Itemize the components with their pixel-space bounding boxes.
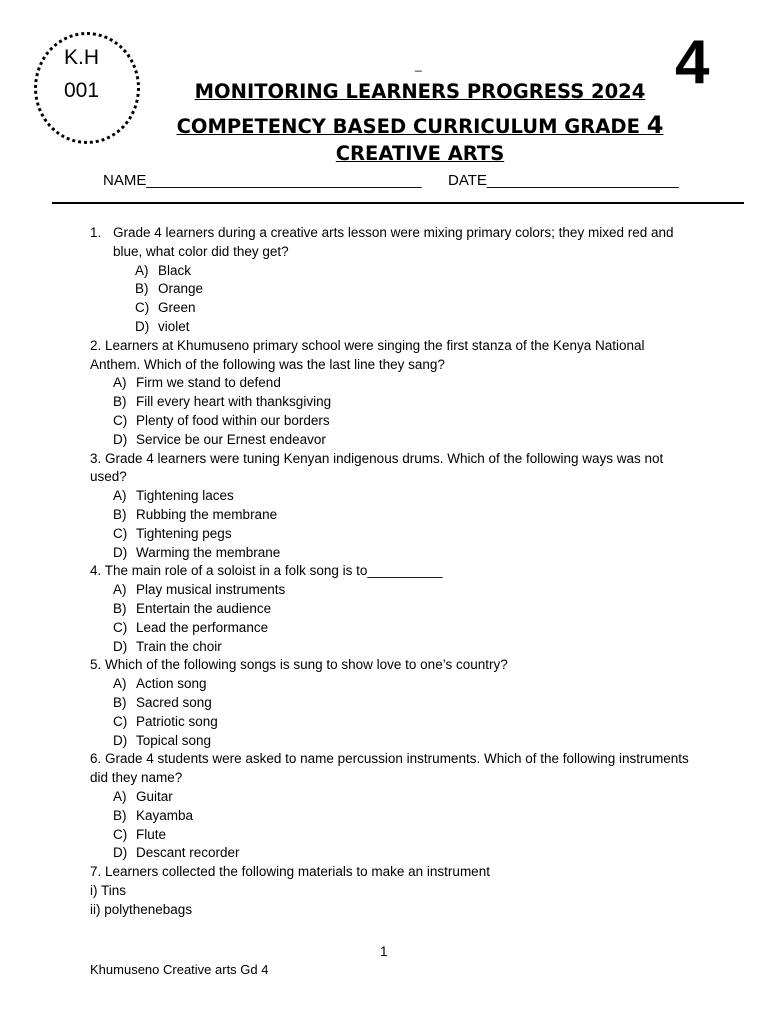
option-letter: B) [113,807,127,823]
date-field[interactable] [448,172,679,189]
questions-body [90,224,690,919]
question-6-text: 6. Grade 4 students were asked to name percussion instruments. Which of the following instruments did they name? [90,751,689,786]
question-4-option-d [90,638,690,657]
option-text: Firm we stand to defend [136,375,281,391]
option-text: Lead the performance [136,619,269,635]
option-text: Green [158,300,196,316]
question-4-option-b [90,600,690,619]
stamp-code-line2: 001 [64,79,100,102]
option-letter: D) [135,318,150,334]
option-text: violet [158,318,190,334]
question-1-option-a [90,262,690,281]
question-1-option-b [90,280,690,299]
header-mark: _ [415,58,422,72]
question-3-option-b [90,506,690,525]
question-2-option-b [90,393,690,412]
question-5-option-c [90,713,690,732]
question-4-option-a [90,581,690,600]
name-label: NAME [103,172,147,189]
option-text: Service be our Ernest endeavor [136,431,326,447]
option-letter: D) [113,845,128,861]
question-3-option-c [90,525,690,544]
curriculum-grade-number: 4 [646,111,664,139]
option-letter: D) [113,544,128,560]
option-text: Train the choir [136,638,222,654]
option-letter: B) [113,506,127,522]
question-2-option-a [90,374,690,393]
question-1-text: Grade 4 learners during a creative arts lesson were mixing primary colors; they mixed red and blue, what color did they get? [113,225,674,259]
date-blank: _______________________ [486,172,679,189]
question-5-option-b [90,694,690,713]
option-text: Tightening laces [136,488,234,504]
question-1 [90,224,690,262]
curriculum-title [0,111,768,139]
date-label: DATE [448,172,487,189]
question-1-number: 1. [90,225,102,240]
option-letter: A) [113,788,127,804]
option-letter: C) [135,300,150,316]
grade-badge: 4 [675,28,710,97]
question-5-text: 5. Which of the following songs is sung to show love to one’s country? [90,657,508,673]
question-6-option-b [90,807,690,826]
name-field[interactable] [103,172,422,189]
question-2-option-d [90,431,690,450]
option-letter: B) [113,600,127,616]
option-text: Black [158,262,192,278]
option-text: Flute [136,826,167,842]
name-blank: _________________________________ [146,172,422,189]
page-number: 1 [380,944,388,959]
question-6-option-d [90,844,690,863]
question-1-option-c [90,299,690,318]
curriculum-title-text: COMPETENCY BASED CURRICULUM GRADE [176,115,647,138]
option-text: Topical song [136,732,212,748]
question-3-option-d [90,544,690,563]
option-letter: A) [113,676,127,692]
stamp-code-line1: K.H [64,46,100,69]
option-letter: A) [113,488,127,504]
option-letter: A) [113,582,127,598]
option-text: Rubbing the membrane [136,506,278,522]
question-3-text: 3. Grade 4 learners were tuning Kenyan indigenous drums. Which of the following ways was not used? [90,450,664,485]
subject-title: CREATIVE ARTS [335,142,505,165]
question-6-option-a [90,788,690,807]
option-letter: D) [113,638,128,654]
option-text: Fill every heart with thanksgiving [136,394,332,410]
exam-title: MONITORING LEARNERS PROGRESS 2024 [194,80,646,103]
option-text: Entertain the audience [136,600,272,616]
page-footer: Khumuseno Creative arts Gd 4 [90,962,269,977]
option-letter: D) [113,732,128,748]
option-letter: B) [135,281,149,297]
question-6-option-c [90,826,690,845]
option-letter: C) [113,713,128,729]
option-text: Plenty of food within our borders [136,412,330,428]
option-text: Descant recorder [136,845,240,861]
question-5-option-d [90,732,690,751]
option-text: Patriotic song [136,713,218,729]
question-3-option-a [90,487,690,506]
option-text: Play musical instruments [136,582,286,598]
option-letter: B) [113,694,127,710]
option-text: Warming the membrane [136,544,281,560]
option-text: Action song [136,676,207,692]
option-letter: A) [135,262,149,278]
option-letter: B) [113,394,127,410]
option-letter: D) [113,431,128,447]
question-2-text: 2. Learners at Khumuseno primary school were singing the first stanza of the Kenya National Anthem. Which of the following was the last line they sang? [90,337,645,372]
option-text: Tightening pegs [136,525,232,541]
question-4-text: 4. The main role of a soloist in a folk song is to__________ [90,563,443,579]
option-text: Sacred song [136,694,212,710]
option-text: Kayamba [136,807,194,823]
question-2-option-c [90,412,690,431]
option-letter: C) [113,412,128,428]
option-letter: C) [113,525,128,541]
question-7-text: 7. Learners collected the following materials to make an instrument [90,864,490,880]
question-5-option-a [90,675,690,694]
question-7-item-2: ii) polythenebags [90,901,193,917]
option-letter: C) [113,619,128,635]
option-letter: A) [113,375,127,391]
question-1-option-d [90,318,690,337]
header-divider [52,202,744,204]
question-4-option-c [90,619,690,638]
option-text: Guitar [136,788,173,804]
option-text: Orange [158,281,204,297]
option-letter: C) [113,826,128,842]
question-7-item-1: i) Tins [90,882,127,898]
